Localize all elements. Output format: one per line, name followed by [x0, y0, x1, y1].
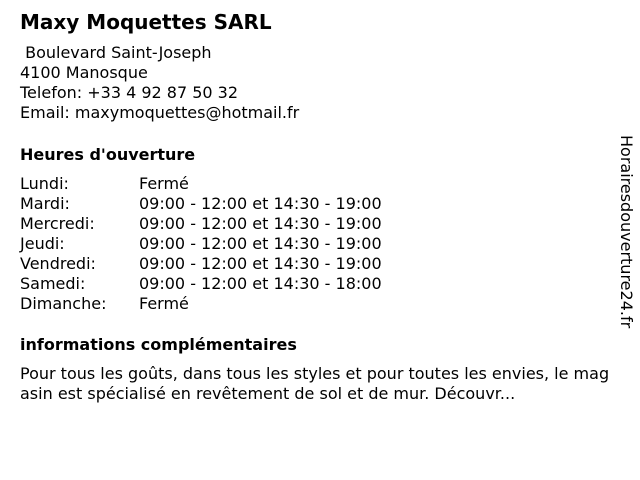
hours-day-label: Mercredi: — [20, 214, 95, 233]
additional-info-heading: informations complémentaires — [20, 335, 297, 354]
hours-time-value: 09:00 - 12:00 et 14:30 - 19:00 — [139, 254, 382, 273]
hours-day-label: Lundi: — [20, 174, 69, 193]
street-address: Boulevard Saint-Joseph — [20, 43, 212, 62]
hours-day-label: Vendredi: — [20, 254, 96, 273]
phone-number: Telefon: +33 4 92 87 50 32 — [20, 83, 239, 102]
site-watermark: Horairesdouverture24.fr — [617, 135, 636, 329]
hours-time-value: 09:00 - 12:00 et 14:30 - 19:00 — [139, 234, 382, 253]
hours-time-value: Fermé — [139, 174, 189, 193]
city-postcode: 4100 Manosque — [20, 63, 148, 82]
hours-day-label: Dimanche: — [20, 294, 107, 313]
email-address: Email: maxymoquettes@hotmail.fr — [20, 103, 300, 122]
hours-day-label: Jeudi: — [20, 234, 65, 253]
opening-hours-heading: Heures d'ouverture — [20, 145, 196, 164]
hours-time-value: 09:00 - 12:00 et 14:30 - 19:00 — [139, 214, 382, 233]
hours-day-label: Mardi: — [20, 194, 70, 213]
business-name: Maxy Moquettes SARL — [20, 10, 272, 34]
hours-time-value: 09:00 - 12:00 et 14:30 - 19:00 — [139, 194, 382, 213]
business-contact — [20, 43, 299, 123]
hours-day-label: Samedi: — [20, 274, 86, 293]
business-description: Pour tous les goûts, dans tous les styles et pour toutes les envies, le magasin est spécialisé en revêtement de sol et de mur. Découvr... — [20, 364, 610, 403]
hours-time-value: Fermé — [139, 294, 189, 313]
hours-time-value: 09:00 - 12:00 et 14:30 - 18:00 — [139, 274, 382, 293]
